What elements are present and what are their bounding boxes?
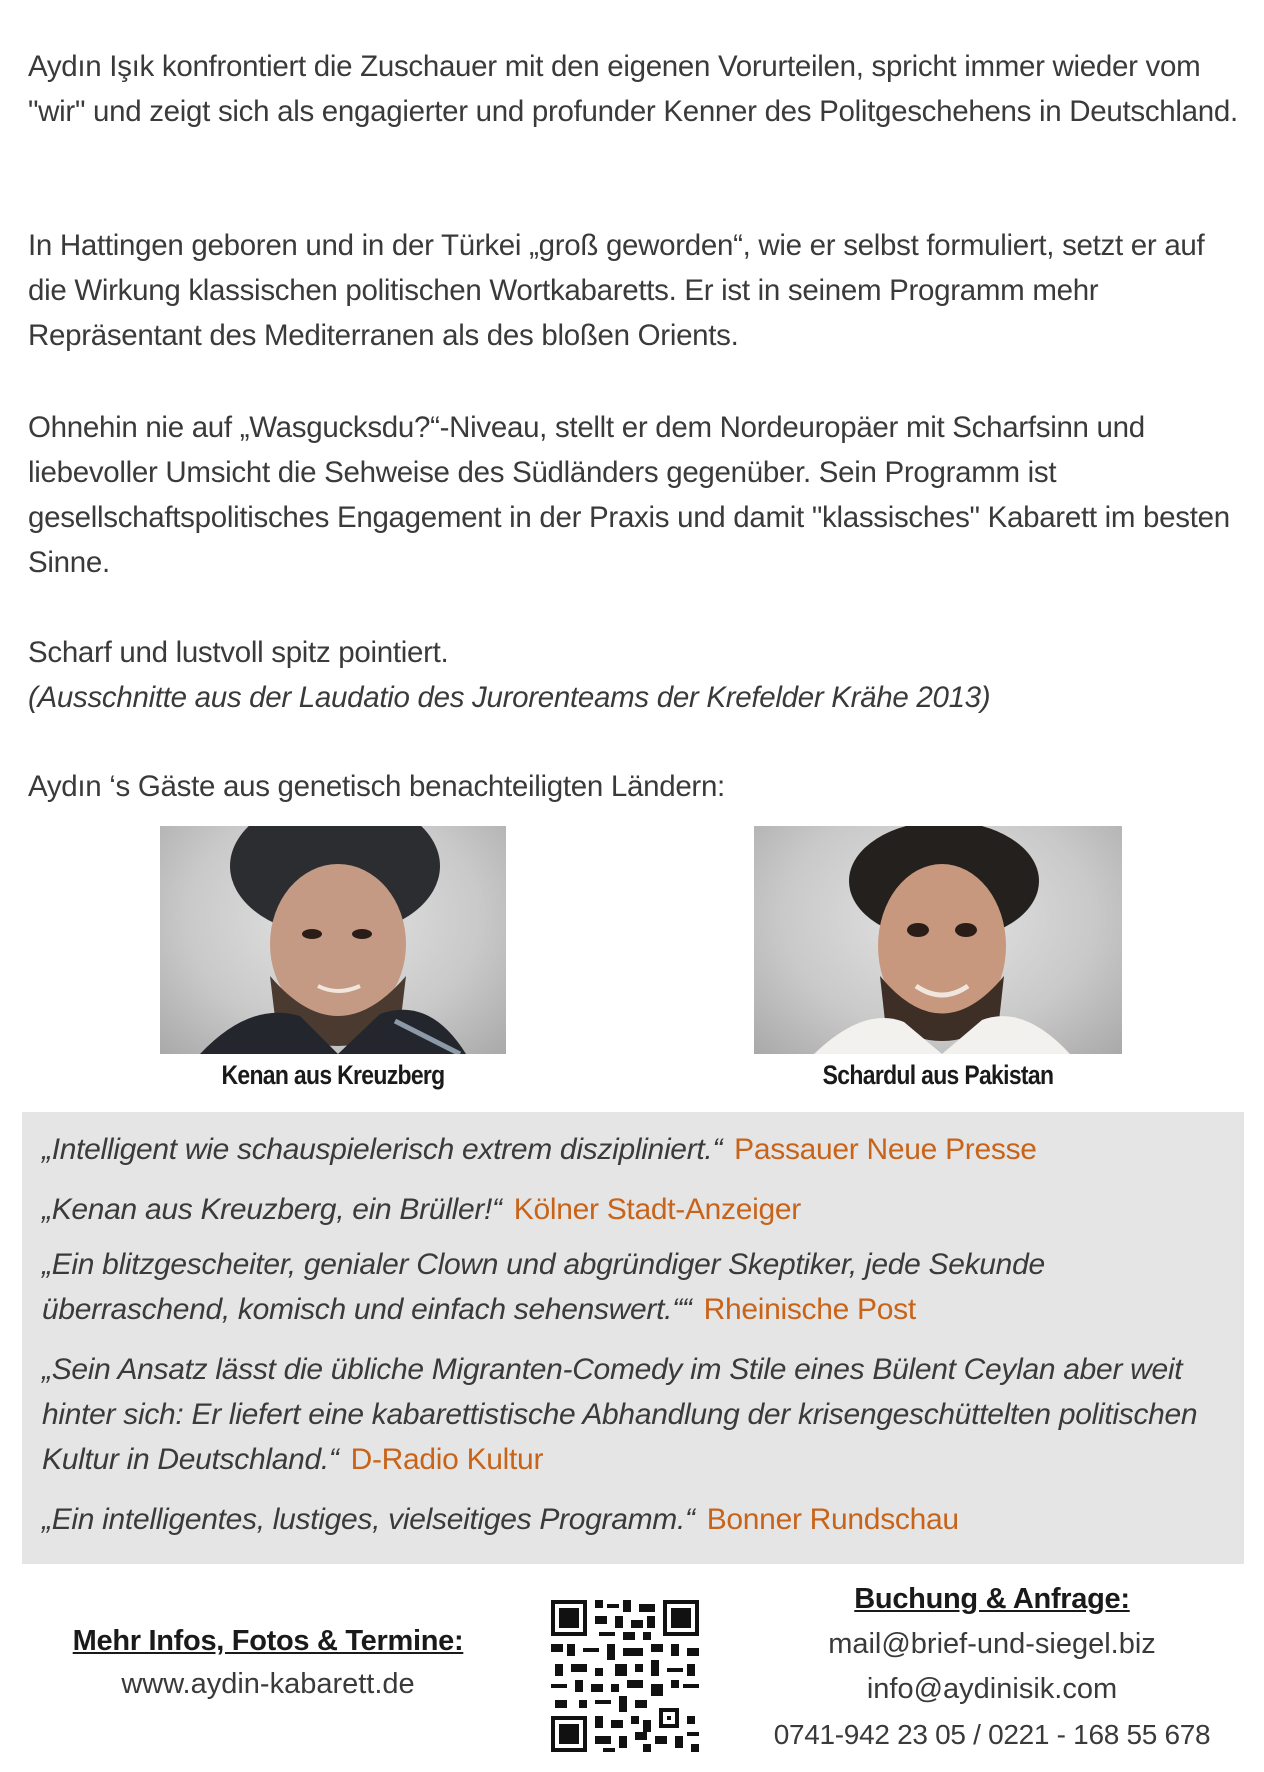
kenan-photo [160,826,506,1054]
info-heading: Mehr Infos, Fotos & Termine: [72,1625,464,1657]
qr-code-icon[interactable] [547,1596,703,1756]
intro-paragraph-4-block [28,630,1243,720]
schardul-photo [754,826,1122,1054]
quote-source: Bonner Rundschau [706,1503,959,1536]
quote-source: D-Radio Kultur [350,1443,544,1476]
intro-paragraph-2: In Hattingen geboren und in der Türkei „groß geworden“, wie er selbst formuliert, setzt er auf die Wirkung klassischen politischen Wortkabaretts. Er ist in seinem Programm mehr Repräsentant des Mediterranen als des bloßen Orients. [28,229,1205,352]
intro-paragraph-4: Scharf und lustvoll spitz pointiert. [28,636,449,669]
info-block [38,1620,498,1707]
press-quote [42,1187,1232,1232]
guests-heading: Aydın ‘s Gäste aus genetisch benachteiligten Ländern: [28,770,725,803]
quote-text: „Kenan aus Kreuzberg, ein Brüller!“ [42,1193,502,1226]
email-link-2[interactable]: info@aydinisik.com [866,1673,1118,1705]
laudatio-source: (Ausschnitte aus der Laudatio des Jurorenteams der Krefelder Krähe 2013) [28,681,991,714]
press-quote [42,1497,1232,1542]
quote-text: „Ein blitzgescheiter, genialer Clown und abgründiger Skeptiker, jede Sekunde überraschend, komisch und einfach sehenswert.““ [42,1248,1045,1326]
quote-source: Passauer Neue Presse [734,1133,1037,1166]
quote-source: Rheinische Post [703,1293,916,1326]
booking-heading: Buchung & Anfrage: [854,1583,1130,1615]
quote-text: „Ein intelligentes, lustiges, vielseitiges Programm.“ [42,1503,695,1536]
email-link-1[interactable]: mail@brief-und-siegel.biz [828,1628,1156,1660]
quote-source: Kölner Stadt-Anzeiger [513,1193,801,1226]
press-quotes-box [22,1112,1244,1564]
phone-numbers: 0741-942 23 05 / 0221 - 168 55 678 [773,1719,1211,1750]
schardul-caption: Schardul aus Pakistan [822,1060,1054,1090]
website-link[interactable]: www.aydin-kabarett.de [121,1668,415,1700]
press-quote [42,1127,1232,1172]
press-quote [42,1242,1232,1332]
quote-text: „Intelligent wie schauspielerisch extrem diszipliniert.“ [42,1133,723,1166]
booking-block [732,1576,1252,1757]
intro-paragraph-1: Aydın Işık konfrontiert die Zuschauer mit den eigenen Vorurteilen, spricht immer wieder vom "wir" und zeigt sich als engagierter und profunder Kenner des Politgeschehens in Deutschland. [28,50,1238,128]
quote-text: „Sein Ansatz lässt die übliche Migranten-Comedy im Stile eines Bülent Ceylan aber weit hinter sich: Er liefert eine kabarettistische Abhandlung der krisengeschüttelten politischen Kultur in Deutschland.“ [42,1353,1198,1476]
intro-paragraph-3: Ohnehin nie auf „Wasgucksdu?“-Niveau, stellt er dem Nordeuropäer mit Scharfsinn und liebevoller Umsicht die Sehweise des Südländers gegenüber. Sein Programm ist gesellschaftspolitisches Engagement in der Praxis und damit "klassisches" Kabarett im besten Sinne. [28,411,1230,579]
kenan-caption: Kenan aus Kreuzberg [221,1060,445,1090]
press-quote [42,1347,1232,1482]
